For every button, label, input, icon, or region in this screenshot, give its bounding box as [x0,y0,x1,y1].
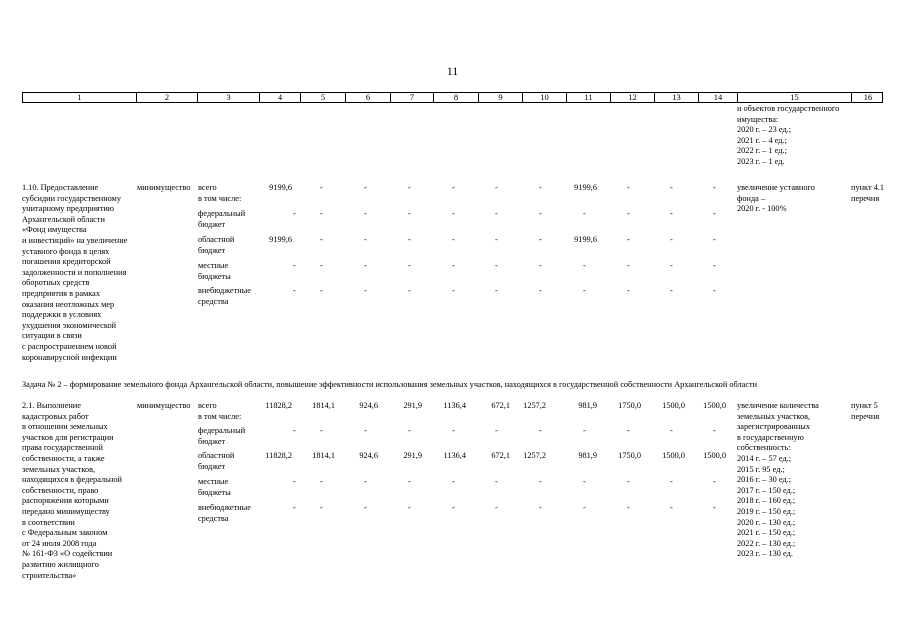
measure-name-line: развитию жилищного [22,560,99,569]
value-cell: 9199,6 [574,183,597,192]
value-cell: - [408,209,411,218]
value-cell: - [539,477,542,486]
value-cell: - [293,286,296,295]
value-cell: 1500,0 [703,401,726,410]
value-cell: - [713,477,716,486]
indicator-continuation-line: и объектов государственного [737,104,840,113]
value-cell: - [670,477,673,486]
value-cell: - [408,235,411,244]
funding-source-sub: средства [198,513,229,523]
indicator-continuation-line: 2023 г. – 1 ед. [737,157,785,166]
indicator-line: 2014 г. – 57 ед.; [737,454,792,463]
header-col-15: 15 [737,92,851,103]
funding-source: внебюджетные [198,503,251,512]
value-cell: 981,9 [578,401,597,410]
funding-source-sub: бюджеты [198,487,231,497]
value-cell: - [495,426,498,435]
funding-source-sub: бюджет [198,461,226,471]
value-cell: - [583,426,586,435]
value-cell: - [583,503,586,512]
value-cell: 11828,2 [265,451,292,460]
funding-source: местные [198,261,229,270]
value-cell: - [452,286,455,295]
funding-source: внебюджетные [198,286,251,295]
header-col-2: 2 [136,92,197,103]
value-cell: - [408,183,411,192]
measure-name-line: передано минимуществу [22,507,110,516]
value-cell: - [293,503,296,512]
funding-source: областной [198,235,235,244]
funding-source: федеральный [198,209,246,218]
value-cell: - [408,286,411,295]
value-cell: - [320,426,323,435]
value-cell: - [670,235,673,244]
funding-source: всего [198,401,217,410]
value-cell: - [495,286,498,295]
measure-name-line: участков для регистрации [22,432,114,442]
measure-name-line: и инвестиций» на увеличение [22,236,128,245]
value-cell: - [364,183,367,192]
value-cell: - [539,503,542,512]
header-col-6: 6 [345,92,390,103]
measure-name-line: с Федеральным законом [22,528,108,538]
measure-name-line: унитарному предприятию [22,204,114,214]
value-cell: 1814,1 [312,451,335,460]
value-cell: - [320,235,323,244]
header-col-14: 14 [698,92,737,103]
header-col-5: 5 [300,92,345,103]
indicator-line: 2015 г. 95 ед.; [737,464,785,474]
value-cell: - [495,477,498,486]
page-number: 11 [446,64,459,78]
value-cell: - [408,426,411,435]
indicator-line: 2019 г. – 150 ед.; [737,507,796,516]
value-cell: - [364,286,367,295]
value-cell: - [293,209,296,218]
value-cell: - [320,503,323,512]
indicator-line: 2020 г. - 100% [737,204,787,214]
indicator-line: 2021 г. – 150 ед.; [737,528,796,538]
value-cell: - [408,477,411,486]
measure-name-line: Архангельской области [22,214,105,224]
measure-name-line: оборотных средств [22,278,90,288]
value-cell: 981,9 [578,451,597,460]
measure-name-line: «Фонд имущества [22,225,87,235]
executor: минимущество [137,401,191,410]
value-cell: 924,6 [359,401,378,410]
value-cell: - [583,261,586,270]
indicator-line: увеличение количества [737,401,819,410]
value-cell: - [583,209,586,218]
value-cell: - [364,503,367,512]
funding-source-sub: бюджет [198,436,226,446]
measure-name-line: ситуации в связи [22,331,82,341]
value-cell: - [320,286,323,295]
funding-source: всего [198,183,217,192]
measure-name-line: № 161-ФЗ «О содействии [22,549,113,559]
value-cell: - [452,477,455,486]
funding-source: областной [198,451,235,460]
value-cell: - [452,209,455,218]
value-cell: - [408,503,411,512]
value-cell: - [320,261,323,270]
value-cell: - [293,477,296,486]
value-cell: - [627,477,630,486]
header-col-12: 12 [610,92,654,103]
value-cell: - [627,286,630,295]
measure-name-line: уставного фонда в целях [22,246,110,256]
value-cell: - [452,235,455,244]
value-cell: - [320,477,323,486]
measure-name-line: кадастровых работ [22,411,89,421]
funding-source-sub: бюджет [198,219,226,229]
indicator-line: увеличение уставного [737,183,815,192]
value-cell: - [364,235,367,244]
reference-line: пункт 4.1 [851,183,885,192]
value-cell: - [583,477,586,486]
measure-name-line: в соответствии [22,517,75,527]
value-cell: 1500,0 [662,401,685,410]
indicator-line: собственность: [737,443,791,453]
value-cell: 1136,4 [443,401,466,410]
funding-source: федеральный [198,426,246,435]
indicator-line: фонда – [737,193,766,203]
indicator-continuation-line: 2021 г. – 4 ед.; [737,135,787,145]
indicator-continuation-line: имущества: [737,114,779,124]
funding-source: местные [198,477,229,486]
value-cell: - [452,426,455,435]
value-cell: - [495,209,498,218]
value-cell: 1750,0 [618,451,641,460]
measure-name-line: оказания неотложных мер [22,299,115,309]
column-number-header [22,92,883,103]
value-cell: - [670,261,673,270]
header-col-9: 9 [478,92,522,103]
value-cell: - [495,261,498,270]
reference-line: перечня [851,411,880,421]
value-cell: - [713,183,716,192]
header-col-1: 1 [77,92,82,102]
value-cell: 1500,0 [703,451,726,460]
indicator-line: 2016 г. – 30 ед.; [737,475,792,485]
header-col-3: 3 [197,92,259,103]
value-cell: - [670,286,673,295]
measure-name-line: 1.10. Предоставление [22,183,99,192]
value-cell: 9199,6 [269,235,292,244]
measure-name-line: субсидии государственному [22,193,122,203]
value-cell: - [713,426,716,435]
value-cell: 1136,4 [443,451,466,460]
value-cell: 672,1 [491,451,510,460]
indicator-line: земельных участков, [737,411,811,421]
funding-source-sub: бюджеты [198,271,231,281]
value-cell: 924,6 [359,451,378,460]
indicator-line: 2023 г. – 130 ед. [737,549,793,559]
value-cell: - [539,286,542,295]
value-cell: - [320,183,323,192]
value-cell: - [627,503,630,512]
value-cell: - [713,261,716,270]
value-cell: - [713,209,716,218]
value-cell: - [495,503,498,512]
value-cell: 1257,2 [523,451,546,460]
funding-source-sub: в том числе: [198,193,242,203]
value-cell: - [627,183,630,192]
header-col-10: 10 [522,92,566,103]
value-cell: 11828,2 [265,401,292,410]
value-cell: 9199,6 [574,235,597,244]
funding-source-sub: бюджет [198,245,226,255]
value-cell: - [320,209,323,218]
value-cell: - [713,286,716,295]
value-cell: - [583,286,586,295]
measure-name-line: находящихся в федеральной [22,475,122,485]
indicator-line: 2017 г. – 150 ед.; [737,485,796,495]
value-cell: - [670,426,673,435]
value-cell: 1257,2 [523,401,546,410]
measure-name-line: строительства» [22,570,77,580]
value-cell: 1750,0 [618,401,641,410]
header-col-7: 7 [390,92,433,103]
indicator-line: зарегистрированных [737,422,811,432]
value-cell: - [539,209,542,218]
measure-name-line: с распространением новой [22,342,117,351]
indicator-line: 2020 г. – 130 ед.; [737,517,796,527]
measure-name-line: задолженности и пополнения [22,267,127,277]
value-cell: - [539,183,542,192]
reference-line: перечня [851,193,880,203]
value-cell: - [713,503,716,512]
header-col-11: 11 [566,92,610,103]
value-cell: - [670,183,673,192]
value-cell: - [293,426,296,435]
value-cell: - [364,209,367,218]
value-cell: - [627,426,630,435]
measure-name-line: земельных участков, [22,464,96,474]
indicator-continuation-line: 2022 г. – 1 ед.; [737,146,787,156]
measure-name-line: погашения кредиторской [22,257,111,267]
measure-name-line: собственности, а также [22,454,105,463]
value-cell: - [452,183,455,192]
value-cell: - [713,235,716,244]
reference-line: пункт 5 [851,401,878,410]
header-col-4: 4 [259,92,300,103]
value-cell: - [364,477,367,486]
task-heading: Задача № 2 – формирование земельного фонда Архангельской области, повышение эффективности использования земельных участков, находящихся в государственной собственности Архангельской области [22,380,758,389]
value-cell: 672,1 [491,401,510,410]
value-cell: - [627,209,630,218]
value-cell: 9199,6 [269,183,292,192]
value-cell: - [364,426,367,435]
value-cell: - [495,183,498,192]
measure-name-line: предприятия в рамках [22,289,100,298]
value-cell: - [627,261,630,270]
measure-name-line: ухудшения экономической [22,320,117,330]
funding-source-sub: в том числе: [198,411,242,421]
value-cell: - [293,261,296,270]
value-cell: - [539,426,542,435]
value-cell: - [670,503,673,512]
measure-name-line: от 24 июля 2008 года [22,538,97,548]
value-cell: - [452,503,455,512]
measure-name-line: в отношении земельных [22,422,108,432]
indicator-continuation-line: 2020 г. – 23 ед.; [737,125,792,135]
value-cell: - [539,261,542,270]
value-cell: - [364,261,367,270]
measure-name-line: распоряжения которыми [22,496,109,506]
value-cell: - [627,235,630,244]
measure-name-line: коронавирусной инфекции [22,352,117,362]
value-cell: - [495,235,498,244]
executor: минимущество [137,183,191,192]
indicator-line: 2022 г. – 130 ед.; [737,538,796,548]
value-cell: - [452,261,455,270]
header-col-8: 8 [433,92,478,103]
measure-name-line: поддержки в условиях [22,310,102,320]
funding-source-sub: средства [198,296,229,306]
value-cell: 291,9 [403,401,422,410]
value-cell: - [539,235,542,244]
value-cell: - [670,209,673,218]
indicator-line: в государственную [737,432,804,442]
value-cell: 1500,0 [662,451,685,460]
value-cell: 291,9 [403,451,422,460]
header-col-16: 16 [851,92,884,103]
value-cell: - [408,261,411,270]
indicator-line: 2018 г. – 160 ед.; [737,496,796,506]
value-cell: 1814,1 [312,401,335,410]
measure-name-line: права государственной [22,443,103,453]
header-col-13: 13 [654,92,698,103]
measure-name-line: собственности, право [22,485,99,495]
measure-name-line: 2.1. Выполнение [22,401,81,410]
